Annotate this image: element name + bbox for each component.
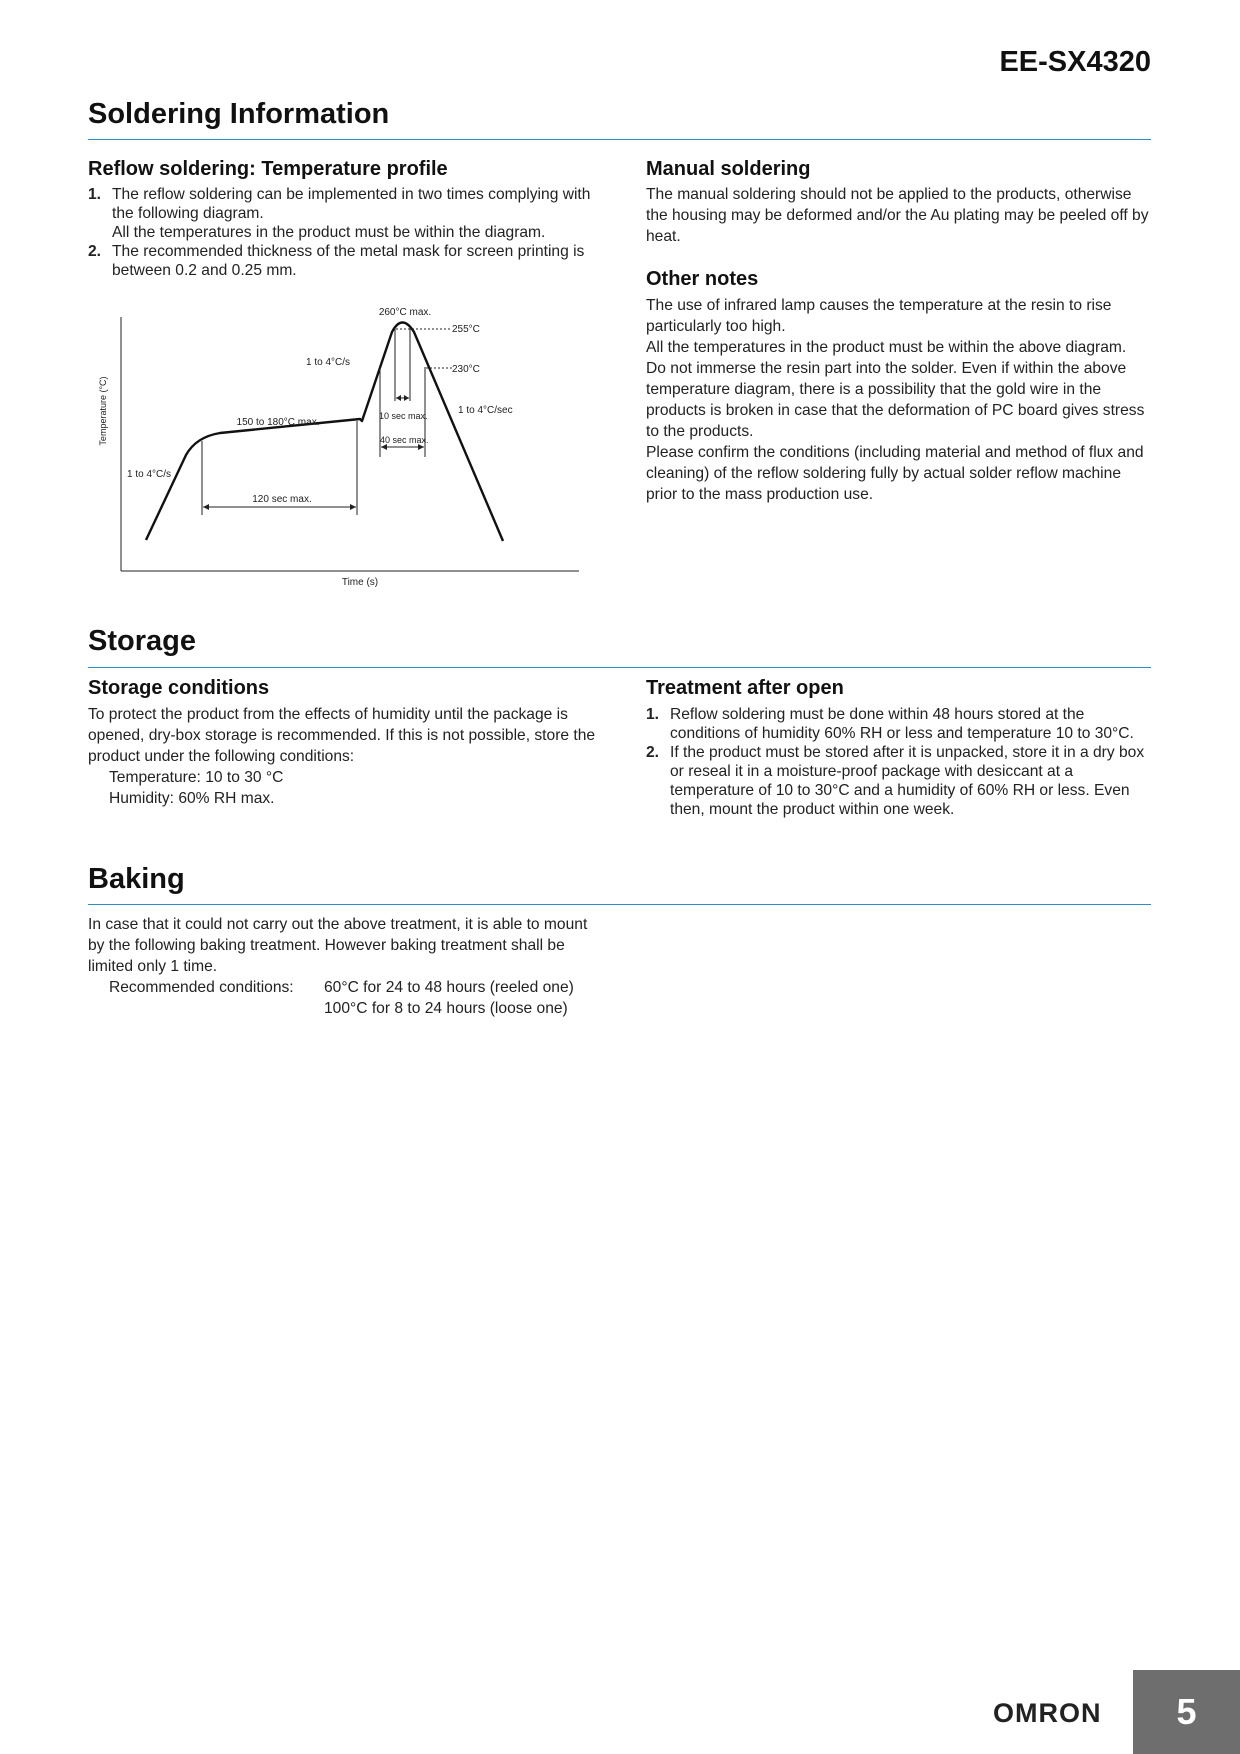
- other-notes-title: Other notes: [646, 268, 759, 290]
- annotation-255: 255°C: [452, 324, 480, 335]
- annotation-230: 230°C: [452, 364, 480, 375]
- baking-condition-row: [88, 977, 598, 1019]
- list-text: The reflow soldering can be implemented in two times complying with the following diagram.: [112, 186, 591, 222]
- annotation-peak: 260°C max.: [378, 307, 432, 318]
- storage-temperature: Temperature: 10 to 30 °C: [109, 769, 284, 786]
- annotation-time-230: 40 sec max.: [380, 435, 429, 445]
- storage-conditions-text: To protect the product from the effects of humidity until the package is opened, dry-box storage is recommended. If this is not possible, store the product under the following conditions:: [88, 706, 596, 765]
- paragraph: All the temperatures in the product must be within the above diagram.: [646, 339, 1127, 356]
- list-text: The recommended thickness of the metal mask for screen printing is between 0.2 and 0.25 mm.: [112, 243, 585, 279]
- annotation-ramp-down: 1 to 4°C/sec: [458, 405, 513, 416]
- annotation-time-255: 10 sec max.: [379, 411, 428, 421]
- temperature-profile-line: [146, 323, 503, 542]
- storage-humidity: Humidity: 60% RH max.: [109, 790, 275, 807]
- reflow-title: Reflow soldering: Temperature profile: [88, 158, 448, 180]
- list-number: 1.: [646, 706, 660, 723]
- baking-text: In case that it could not carry out the above treatment, it is able to mount by the following baking treatment. However baking treatment shall be limited only 1 time.: [88, 916, 588, 975]
- list-text-extra: All the temperatures in the product must be within the diagram.: [112, 224, 546, 241]
- treatment-list: [646, 705, 1151, 819]
- baking-condition-2: 100°C for 8 to 24 hours (loose one): [324, 1000, 568, 1017]
- omron-logo: OMRON: [993, 1698, 1102, 1728]
- list-item: [88, 242, 598, 280]
- list-item: [88, 185, 598, 242]
- reflow-profile-chart: [90, 295, 590, 595]
- section-divider: [88, 139, 1151, 140]
- section-title-baking: Baking: [88, 863, 185, 895]
- paragraph: Do not immerse the resin part into the solder. Even if within the above temperature diagram, there is a possibility that the gold wire in the products is broken in case that the deformation of PC board gives stress to the products.: [646, 360, 1145, 440]
- section-divider: [88, 667, 1151, 668]
- annotation-initial-ramp: 1 to 4°C/s: [127, 469, 172, 480]
- list-text: Reflow soldering must be done within 48 hours stored at the conditions of humidity 60% RH or less and temperature 10 to 30°C.: [670, 706, 1134, 742]
- section-title-soldering: Soldering Information: [88, 98, 390, 130]
- manual-soldering-text: The manual soldering should not be applied to the products, otherwise the housing may be deformed and/or the Au plating may be peeled off by heat.: [646, 186, 1149, 245]
- page-number: 5: [1133, 1670, 1240, 1754]
- list-text: If the product must be stored after it is unpacked, store it in a dry box or reseal it in a moisture-proof package with desiccant at a temperature of 10 to 30°C and a humidity of 60% RH or less. Even then, mount the product within one week.: [670, 744, 1145, 818]
- y-axis-label: Temperature (°C): [98, 376, 108, 446]
- annotation-preheat: 150 to 180°C max.: [236, 417, 320, 428]
- list-item: [646, 705, 1151, 743]
- annotation-preheat-time: 120 sec max.: [252, 494, 312, 505]
- storage-conditions-title: Storage conditions: [88, 677, 270, 699]
- list-number: 2.: [88, 243, 102, 260]
- annotation-ramp-up: 1 to 4°C/s: [305, 357, 351, 368]
- baking-condition-1: 60°C for 24 to 48 hours (reeled one): [324, 979, 574, 996]
- list-item: [646, 743, 1151, 819]
- baking-condition-label: Recommended conditions:: [109, 979, 294, 996]
- model-number: EE-SX4320: [999, 46, 1151, 78]
- list-number: 2.: [646, 744, 660, 761]
- other-notes-text: [646, 295, 1153, 505]
- baking-block: [88, 914, 598, 1019]
- manual-soldering-title: Manual soldering: [646, 158, 811, 180]
- section-divider: [88, 904, 1151, 905]
- storage-conditions-block: [88, 704, 598, 809]
- list-number: 1.: [88, 186, 102, 203]
- baking-condition-values: [324, 977, 574, 1019]
- reflow-list: [88, 185, 598, 280]
- paragraph: The use of infrared lamp causes the temperature at the resin to rise particularly too high.: [646, 297, 1112, 335]
- section-title-storage: Storage: [88, 625, 196, 657]
- x-axis-label: Time (s): [341, 577, 379, 588]
- treatment-title: Treatment after open: [646, 677, 844, 699]
- paragraph: Please confirm the conditions (including material and method of flux and cleaning) of the reflow soldering fully by actual solder reflow machine prior to the mass production use.: [646, 444, 1144, 503]
